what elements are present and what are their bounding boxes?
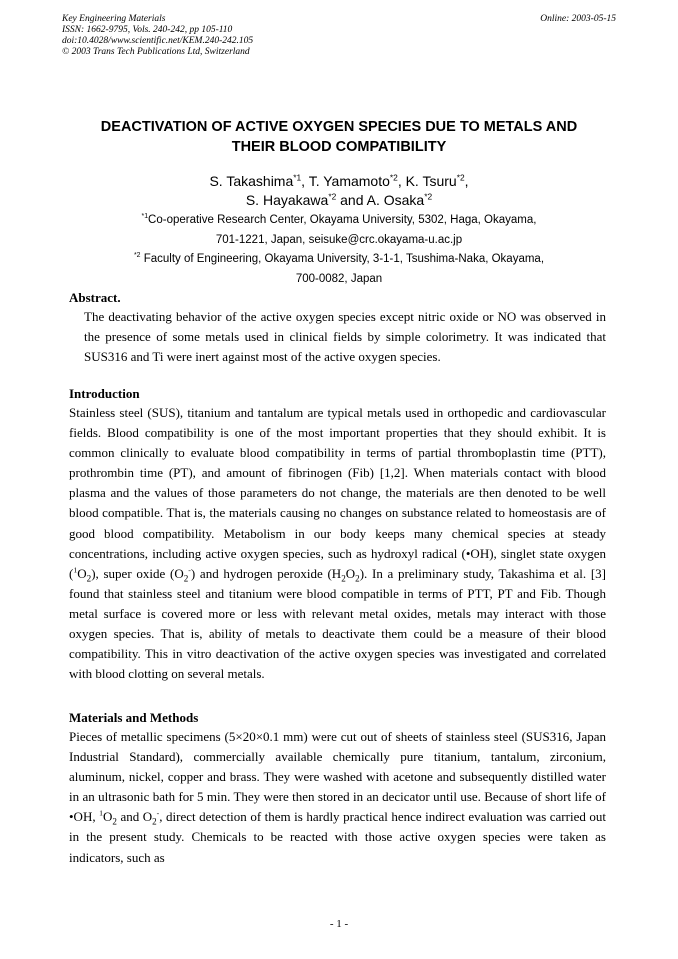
online-date: Online: 2003-05-15 [540, 14, 616, 24]
methods-heading: Materials and Methods [69, 710, 199, 725]
author-affil-mark: *2 [389, 172, 398, 183]
copyright-line: © 2003 Trans Tech Publications Ltd, Switzerland [62, 47, 250, 57]
affil-mark: *1 [141, 213, 149, 221]
running-header [62, 14, 616, 58]
issn-line: ISSN: 1662-9795, Vols. 240-242, pp 105-110 [62, 25, 233, 35]
paper-title [60, 117, 618, 157]
title-line-1: DEACTIVATION OF ACTIVE OXYGEN SPECIES DUE TO METALS AND [100, 119, 578, 135]
author-name: K. Tsuru [405, 173, 457, 189]
doi-line: doi:10.4028/www.scientific.net/KEM.240-242.105 [62, 36, 254, 46]
author-affil-mark: *2 [328, 191, 337, 202]
introduction-heading: Introduction [69, 386, 140, 401]
abstract-heading: Abstract. [69, 290, 121, 305]
author-name: S. Hayakawa [245, 192, 329, 208]
affiliation-2-line-1: Faculty of Engineering, Okayama University, 3-1-1, Tsushima-Naka, Okayama, [140, 253, 545, 265]
journal-name: Key Engineering Materials [62, 14, 166, 24]
author-conjunction: and [340, 192, 364, 208]
affil-mark: *2 [133, 252, 141, 260]
methods-paragraph: Pieces of metallic specimens (5×20×0.1 mm) were cut out of sheets of stainless steel (SUS316, Japan Industrial Standard), commercially available chemically pure titanium, tantalum, zirconium, aluminum, nickel, copper and brass. They were washed with acetone and subsequently distilled water in an ultrasonic bath for 5 min. They were then stored in an decicator until use. Because of short life of •OH, $^1O_2$ and $O_2^-$, direct detection of them is hardly practical hence indirect evaluation was carried out in the present study. Chemicals to be reacted with those active oxygen species were taken as indicators, such as [69, 729, 606, 865]
page-number: - 1 - [329, 918, 349, 930]
author-name: S. Takashima [209, 173, 294, 189]
abstract-text: The deactivating behavior of the active oxygen species except nitric oxide or NO was observed in the presence of some metals used in clinical fields by simple colorimetry. It was indicated that SUS316 and Ti were inert against most of the active oxygen species. [84, 309, 606, 364]
author-affil-mark: *2 [424, 191, 433, 202]
affiliation-1-line-1: Co-operative Research Center, Okayama University, 5302, Haga, Okayama, [148, 214, 537, 226]
title-line-2: THEIR BLOOD COMPATIBILITY [231, 139, 447, 155]
author-name: A. Osaka [366, 192, 425, 208]
author-list: S. Takashima$^{*1}$, T. Yamamoto$^{*2}$, K. Tsuru$^{*2}$, S. Hayakawa$^{*2}$ and A. Osaka$^{*2}$ [209, 172, 469, 208]
author-name: T. Yamamoto [308, 173, 390, 189]
affiliations [60, 211, 618, 289]
affiliation-1-line-2: 701-1221, Japan, seisuke@crc.okayama-u.ac.jp [215, 233, 463, 246]
introduction-paragraph: Stainless steel (SUS), titanium and tantalum are typical metals used in orthopedic and cardiovascular fields. Blood compatibility is one of the most important properties that they should exhibit. It is common clinically to evaluate blood compatibility in terms of partial thromboplastin time (PTT), prothrombin time (PT), and amount of fibrinogen (Fib) [1,2]. When materials contact with blood plasma and the values of those parameters do not change, the materials are then denoted to be well blood compatible. That is, the materials causing no changes on substance related to homeostasis are of good blood compatibility. Metabolism in our body keeps many chemical species at steady concentrations, including active oxygen species, such as hydroxyl radical (•OH), singlet state oxygen $(^1O_2)$, super oxide $(O_2^-)$ and hydrogen peroxide $(H_2O_2)$. In a preliminary study, Takashima et al. [3] found that stainless steel and titanium were blood compatible in terms of PTT, PT and Fib. Though metal surface is covered more or less with relevant metal oxides, metals may interact with those oxygen species. That is, ability of metals to deactivate them could be a measure of their blood compatibility. This in vitro deactivation of the active oxygen species was investigated and correlated with blood clotting on several metals. [69, 405, 606, 682]
affiliation-2-line-2: 700-0082, Japan [295, 272, 383, 285]
author-affil-mark: *1 [293, 172, 302, 183]
author-affil-mark: *2 [456, 172, 465, 183]
